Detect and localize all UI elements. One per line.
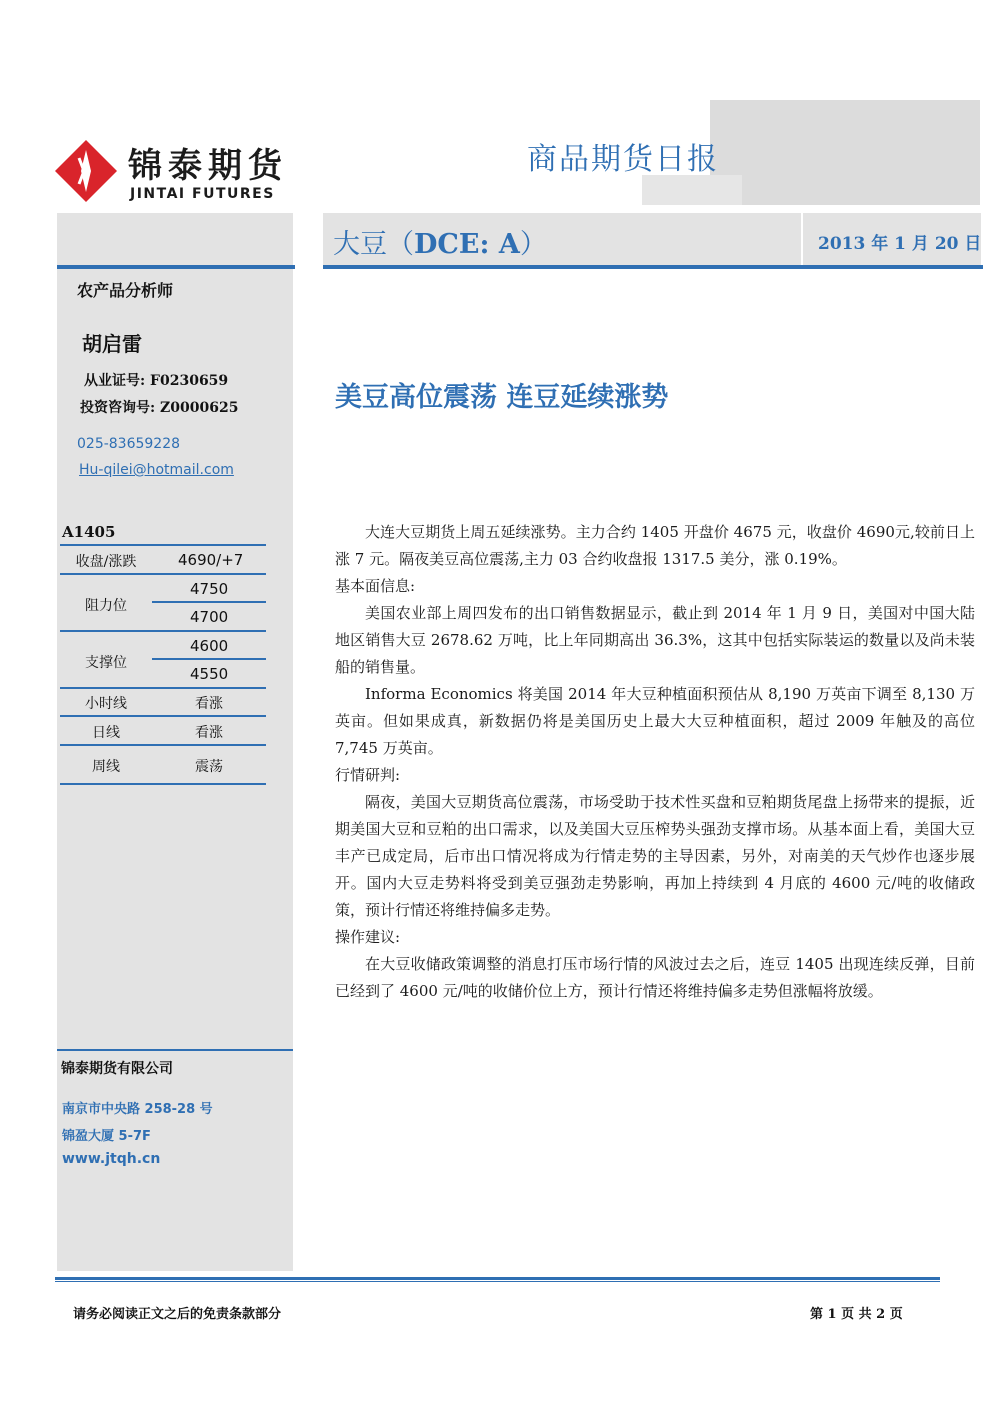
table-divider (60, 687, 266, 689)
report-body (335, 519, 975, 1005)
table-divider (60, 744, 266, 746)
body-paragraph: 在大豆收储政策调整的消息打压市场行情的风波过去之后，连豆 1405 出现连续反弹，目前已经到了 4600 元/吨的收储价位上方，预计行情还将维持偏多走势但涨幅将放缓。 (335, 955, 975, 1000)
report-title: 商品期货日报 (527, 142, 719, 177)
contract-code: A1405 (62, 523, 116, 541)
footer-divider-thin (55, 1281, 940, 1282)
table-divider (60, 783, 266, 785)
resistance-value-2: 4700 (190, 608, 229, 626)
company-name: 锦泰期货有限公司 (61, 1061, 173, 1077)
table-divider (60, 544, 266, 546)
report-headline: 美豆高位震荡 连豆延续涨势 (335, 382, 669, 413)
body-paragraph: 隔夜，美国大豆期货高位震荡，市场受助于技术性买盘和豆粕期货尾盘上扬带来的提振，近期美国大豆和豆粕的出口需求，以及美国大豆压榨势头强劲支撑市场。从基本面上看，美国大豆丰产已成定局，后市出口情况将成为行情走势的主导因素，另外，对南美的天气炒作也逐步展开。国内大豆走势料将受到美豆强劲走势影响，再加上持续到 4 月底的 4600 元/吨的收储政策，预计行情还将维持偏多走势。 (335, 793, 975, 919)
company-address-line2: 锦盈大厦 5-7F (62, 1129, 151, 1144)
table-divider (152, 658, 266, 660)
analyst-role: 农产品分析师 (77, 281, 174, 300)
company-website-link[interactable]: www.jtqh.cn (62, 1151, 161, 1167)
commodity-bar-separator (801, 213, 803, 265)
hourly-value: 看涨 (195, 696, 223, 712)
daily-value: 看涨 (195, 725, 223, 741)
title-background (710, 100, 980, 205)
company-divider (57, 1049, 293, 1051)
close-label: 收盘/涨跌 (75, 554, 137, 570)
hourly-label: 小时线 (85, 696, 127, 712)
body-paragraph: Informa Economics 将美国 2014 年大豆种植面积预估从 8,190 万英亩下调至 8,130 万英亩。但如果成真，新数据仍将是美国历史上最大大豆种植面积，超过 2009 年触及的高位 7,745 万英亩。 (335, 685, 975, 757)
disclaimer-note: 请务必阅读正文之后的免责条款部分 (73, 1307, 282, 1322)
section-heading: 操作建议: (335, 928, 401, 946)
resistance-value-1: 4750 (190, 580, 229, 598)
section-heading: 行情研判: (335, 766, 401, 784)
support-value-2: 4550 (190, 665, 229, 683)
footer-divider (55, 1277, 940, 1280)
weekly-label: 周线 (92, 759, 120, 775)
table-divider (60, 630, 266, 632)
brand-name-cn: 锦泰期货 (128, 146, 288, 186)
support-value-1: 4600 (190, 637, 229, 655)
close-value: 4690/+7 (178, 551, 244, 569)
analyst-cert: 从业证号: F0230659 (84, 373, 229, 389)
support-label: 支撑位 (85, 655, 127, 671)
commodity-suffix: ） (519, 229, 547, 260)
page-number: 第 1 页 共 2 页 (810, 1307, 903, 1322)
daily-label: 日线 (92, 725, 120, 741)
company-address-line1: 南京市中央路 258-28 号 (62, 1102, 213, 1117)
commodity-code: DCE: A (414, 229, 520, 260)
commodity-title (333, 222, 547, 261)
table-divider (60, 573, 266, 575)
brand-name-en: JINTAI FUTURES (130, 186, 275, 202)
weekly-value: 震荡 (195, 759, 223, 775)
jintai-logo-icon (55, 140, 117, 202)
analyst-advisory-cert: 投资咨询号: Z0000625 (80, 400, 239, 416)
title-background-accent (642, 175, 742, 205)
analyst-phone: 025-83659228 (77, 436, 181, 452)
commodity-prefix: 大豆（ (333, 229, 414, 260)
body-paragraph: 大连大豆期货上周五延续涨势。主力合约 1405 开盘价 4675 元，收盘价 4690元,较前日上涨 7 元。隔夜美豆高位震荡,主力 03 合约收盘报 1317.5 美分，涨 0.19%。 (335, 523, 975, 568)
body-paragraph: 美国农业部上周四发布的出口销售数据显示，截止到 2014 年 1 月 9 日，美国对中国大陆地区销售大豆 2678.62 万吨，比上年同期高出 36.3%，这其中包括实际装运的数量以及尚未装船的销售量。 (335, 604, 975, 676)
commodity-bar-underline (323, 265, 983, 269)
table-divider (60, 715, 266, 717)
analyst-name: 胡启雷 (82, 332, 142, 356)
table-divider (152, 601, 266, 603)
section-heading: 基本面信息: (335, 577, 416, 595)
resistance-label: 阻力位 (85, 598, 127, 614)
sidebar-divider (57, 265, 295, 269)
analyst-email-link[interactable]: Hu-qilei@hotmail.com (79, 462, 234, 478)
report-date: 2013 年 1 月 20 日 (818, 234, 982, 254)
